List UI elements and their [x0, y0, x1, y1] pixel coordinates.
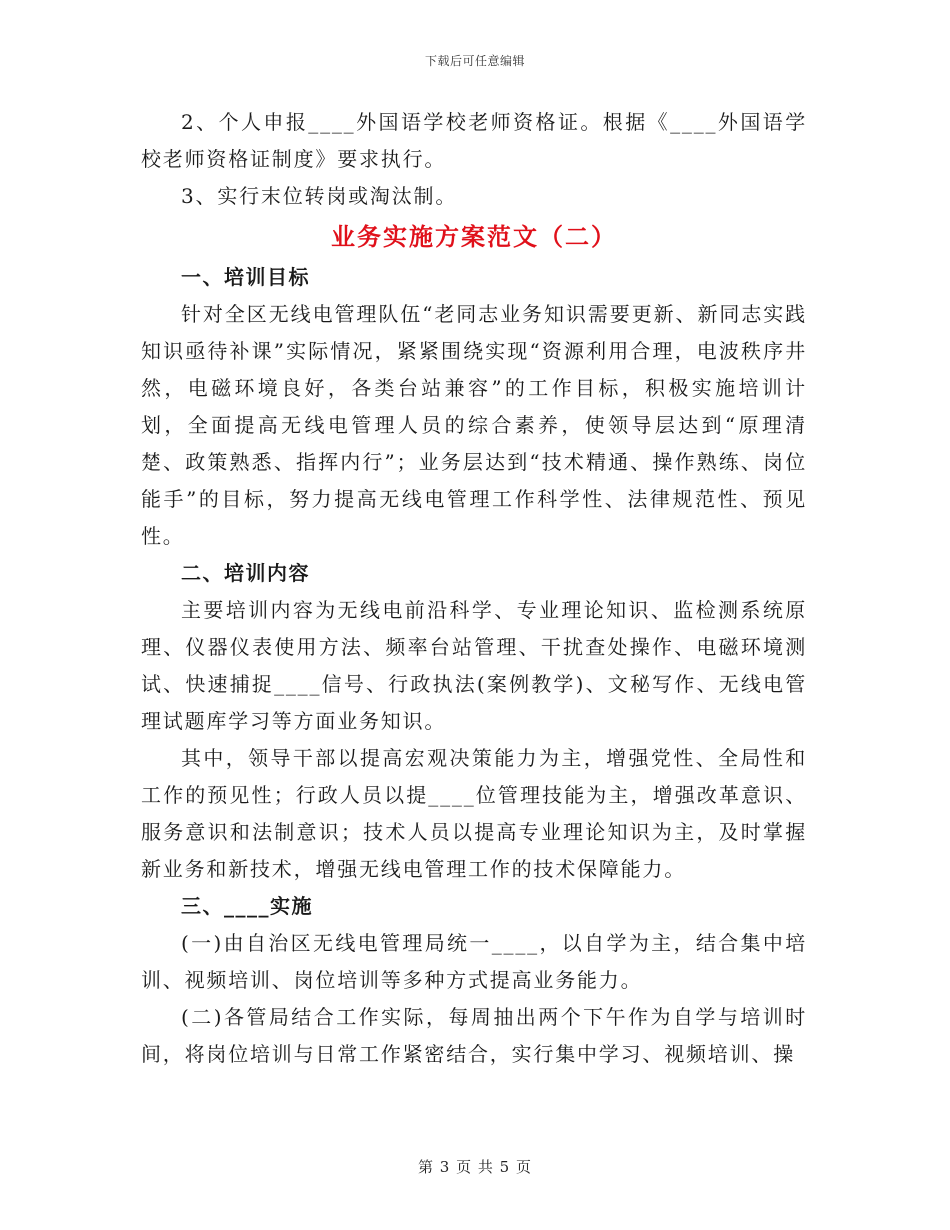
paragraph-training-goals: 针对全区无线电管理队伍“老同志业务知识需要更新、新同志实践知识亟待补课”实际情况，紧紧围绕实现“资源利用合理，电波秩序井然，电磁环境良好，各类台站兼容”的工作目标，积极实施培训计划，全面提高无线电管理人员的综合素养，使领导层达到“原理清楚、政策熟悉、指挥内行”；业务层达到“技术精通、操作熟练、岗位能手”的目标，努力提高无线电管理工作科学性、法律规范性、预见性。 [141, 302, 807, 548]
paragraph-item-3: 3、实行末位转岗或淘汰制。 [181, 184, 458, 208]
heading-implementation: 三、____实施 [181, 894, 313, 918]
heading-training-content: 二、培训内容 [181, 561, 310, 585]
paragraph-item-2: 2、个人申报____外国语学校老师资格证。根据《____外国语学校老师资格证制度》要求执行。 [141, 110, 807, 171]
page-number: 第 3 页 共 5 页 [418, 1158, 532, 1176]
paragraph-training-content: 主要培训内容为无线电前沿科学、专业理论知识、监检测系统原理、仪器仪表使用方法、频率台站管理、干扰查处操作、电磁环境测试、快速捕捉____信号、行政执法(案例教学)、文秘写作、无线电管理试题库学习等方面业务知识。 [141, 598, 807, 733]
document-body [141, 104, 807, 1073]
section-title: 业务实施方案范文（二） [331, 223, 617, 251]
paragraph-implementation-1: (一)由自治区无线电管理局统一____，以自学为主，结合集中培训、视频培训、岗位培训等多种方式提高业务能力。 [141, 931, 807, 992]
paragraph-implementation-2: (二)各管局结合工作实际，每周抽出两个下午作为自学与培训时间，将岗位培训与日常工作紧密结合，实行集中学习、视频培训、操 [141, 1005, 807, 1066]
paragraph-training-focus: 其中，领导干部以提高宏观决策能力为主，增强党性、全局性和工作的预见性；行政人员以提____位管理技能为主，增强改革意识、服务意识和法制意识；技术人员以提高专业理论知识为主，及时掌握新业务和新技术，增强无线电管理工作的技术保障能力。 [141, 746, 807, 881]
heading-training-goals: 一、培训目标 [181, 265, 310, 289]
header-note: 下载后可任意编辑 [424, 54, 525, 68]
